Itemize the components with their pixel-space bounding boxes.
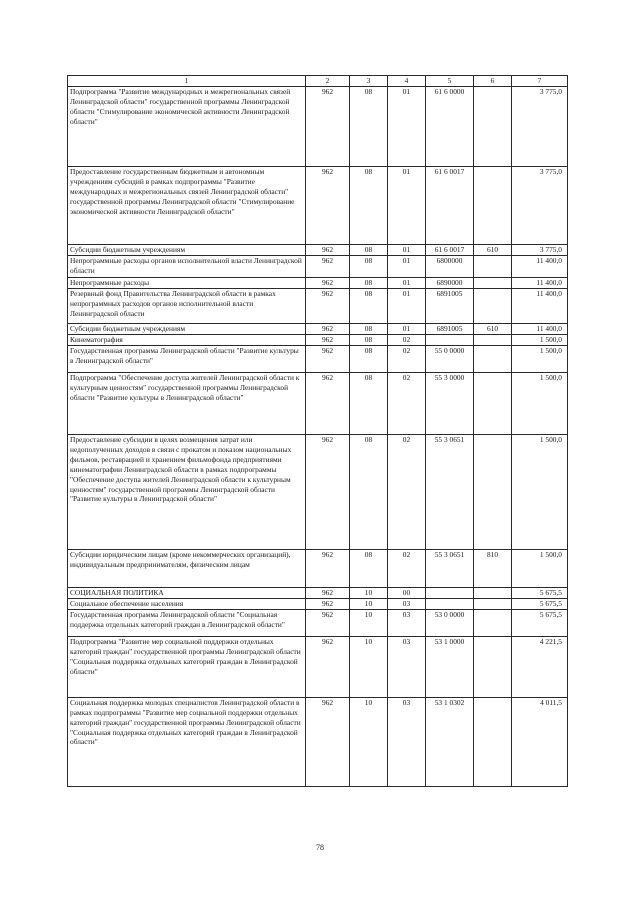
row-c4-cell: 02 — [388, 346, 426, 373]
table-row — [68, 167, 568, 245]
row-c7-cell: 1 500,0 — [512, 435, 568, 550]
row-c7-cell: 11 400,0 — [512, 278, 568, 289]
row-c7-cell: 5 675,5 — [512, 609, 568, 636]
row-c6-cell — [474, 697, 512, 786]
row-c5-cell: 55 3 0651 — [426, 550, 474, 588]
row-name-cell: Непрограммные расходы — [68, 278, 306, 289]
header-cell: 5 — [426, 76, 474, 87]
row-c7-cell: 11 400,0 — [512, 289, 568, 324]
row-c4-cell: 03 — [388, 636, 426, 697]
table-row — [68, 550, 568, 588]
row-name-cell: Государственная программа Ленинградской области "Социальная поддержка отдельных категорий граждан в Ленинградской области" — [68, 609, 306, 636]
header-cell: 4 — [388, 76, 426, 87]
row-c4-cell: 01 — [388, 245, 426, 256]
row-c4-cell: 02 — [388, 550, 426, 588]
row-c3-cell: 08 — [350, 167, 388, 245]
row-c5-cell: 61 6 0000 — [426, 87, 474, 167]
row-c5-cell — [426, 335, 474, 346]
row-c6-cell — [474, 289, 512, 324]
row-name-cell: Социальное обеспечение населения — [68, 598, 306, 609]
row-c7-cell: 1 500,0 — [512, 346, 568, 373]
table-row — [68, 435, 568, 550]
row-c2-cell: 962 — [306, 324, 350, 335]
row-c5-cell: 61 6 0017 — [426, 167, 474, 245]
row-name-cell: Кинематография — [68, 335, 306, 346]
row-c4-cell: 01 — [388, 289, 426, 324]
row-c5-cell — [426, 588, 474, 599]
row-name-cell: Подпрограмма "Развитие мер социальной поддержки отдельных категорий граждан" государственной программы Ленинградской области "Социальная поддержка отдельных категорий граждан в Ленинградской области" — [68, 636, 306, 697]
row-c4-cell: 01 — [388, 256, 426, 278]
row-c2-cell: 962 — [306, 167, 350, 245]
row-c3-cell: 10 — [350, 697, 388, 786]
row-c3-cell: 08 — [350, 289, 388, 324]
row-c6-cell — [474, 636, 512, 697]
row-c6-cell — [474, 167, 512, 245]
row-c7-cell: 1 500,0 — [512, 335, 568, 346]
row-c3-cell: 08 — [350, 256, 388, 278]
row-c4-cell: 00 — [388, 588, 426, 599]
row-c7-cell: 4 011,5 — [512, 697, 568, 786]
table-row — [68, 636, 568, 697]
row-name-cell: Субсидии бюджетным учреждениям — [68, 245, 306, 256]
row-c6-cell — [474, 278, 512, 289]
row-c2-cell: 962 — [306, 256, 350, 278]
row-c7-cell: 3 775,0 — [512, 87, 568, 167]
row-c2-cell: 962 — [306, 346, 350, 373]
row-c2-cell: 962 — [306, 636, 350, 697]
header-cell: 6 — [474, 76, 512, 87]
row-c5-cell: 53 1 0302 — [426, 697, 474, 786]
row-c2-cell: 962 — [306, 289, 350, 324]
row-c6-cell — [474, 87, 512, 167]
row-c7-cell: 11 400,0 — [512, 324, 568, 335]
row-c5-cell: 53 1 0000 — [426, 636, 474, 697]
row-c5-cell: 55 3 0000 — [426, 373, 474, 435]
row-c7-cell: 11 400,0 — [512, 256, 568, 278]
row-c6-cell — [474, 373, 512, 435]
row-c4-cell: 03 — [388, 598, 426, 609]
row-c3-cell: 08 — [350, 346, 388, 373]
row-c4-cell: 03 — [388, 697, 426, 786]
row-c2-cell: 962 — [306, 435, 350, 550]
table-row — [68, 245, 568, 256]
row-c2-cell: 962 — [306, 278, 350, 289]
row-c6-cell — [474, 588, 512, 599]
row-c4-cell: 01 — [388, 87, 426, 167]
row-name-cell: Подпрограмма "Обеспечение доступа жителей Ленинградской области к культурным ценностям" государственной программы Ленинградской области "Развитие культуры в Ленинградской области" — [68, 373, 306, 435]
row-name-cell: Предоставление субсидии в целях возмещения затрат или недополученных доходов в связи с прокатом и показом национальных фильмов, реставрацией и хранением фильмофонда предприятиями кинематографии Ленинградской области в рамках подпрограммы "Обеспечение доступа жителей Ленинградской области к культурным ценностям" государственной программы Ленинградской области "Развитие культуры в Ленинградской области" — [68, 435, 306, 550]
row-c5-cell: 6890000 — [426, 278, 474, 289]
row-c3-cell: 08 — [350, 87, 388, 167]
row-c3-cell: 08 — [350, 373, 388, 435]
row-c2-cell: 962 — [306, 609, 350, 636]
row-c3-cell: 10 — [350, 588, 388, 599]
page-number: 78 — [316, 843, 324, 852]
row-name-cell: Подпрограмма "Развитие международных и межрегиональных связей Ленинградской области" государственной программы Ленинградской области "Стимулирование экономической активности Ленинградской области" — [68, 87, 306, 167]
row-c7-cell: 3 775,0 — [512, 167, 568, 245]
table-row — [68, 346, 568, 373]
row-c5-cell: 53 0 0000 — [426, 609, 474, 636]
table-row — [68, 598, 568, 609]
row-name-cell: Резервный фонд Правительства Ленинградской области в рамках непрограммных расходов органов исполнительной власти Ленинградской области — [68, 289, 306, 324]
row-c5-cell: 55 0 0000 — [426, 346, 474, 373]
row-c6-cell — [474, 609, 512, 636]
row-name-cell: Субсидии юридическим лицам (кроме некоммерческих организаций), индивидуальным предпринимателям, физическим лицам — [68, 550, 306, 588]
table-row — [68, 256, 568, 278]
table-row — [68, 609, 568, 636]
row-c3-cell: 10 — [350, 636, 388, 697]
table-row — [68, 289, 568, 324]
row-c2-cell: 962 — [306, 550, 350, 588]
row-c3-cell: 08 — [350, 245, 388, 256]
row-c2-cell: 962 — [306, 697, 350, 786]
row-c7-cell: 1 500,0 — [512, 550, 568, 588]
row-c5-cell: 55 3 0651 — [426, 435, 474, 550]
row-c5-cell — [426, 598, 474, 609]
row-c6-cell: 810 — [474, 550, 512, 588]
row-c3-cell: 10 — [350, 609, 388, 636]
row-c6-cell — [474, 435, 512, 550]
row-c7-cell: 1 500,0 — [512, 373, 568, 435]
row-c2-cell: 962 — [306, 87, 350, 167]
row-c6-cell — [474, 598, 512, 609]
row-c2-cell: 962 — [306, 373, 350, 435]
row-c5-cell: 6800000 — [426, 256, 474, 278]
table-row — [68, 324, 568, 335]
table-row — [68, 373, 568, 435]
row-name-cell: СОЦИАЛЬНАЯ ПОЛИТИКА — [68, 588, 306, 599]
row-c4-cell: 02 — [388, 335, 426, 346]
row-c4-cell: 01 — [388, 167, 426, 245]
header-cell: 7 — [512, 76, 568, 87]
header-cell: 2 — [306, 76, 350, 87]
row-c3-cell: 08 — [350, 335, 388, 346]
row-c3-cell: 08 — [350, 550, 388, 588]
row-name-cell: Государственная программа Ленинградской области "Развитие культуры в Ленинградской области" — [68, 346, 306, 373]
budget-table — [67, 75, 568, 787]
table-row — [68, 87, 568, 167]
row-c5-cell: 6891005 — [426, 289, 474, 324]
table-row — [68, 588, 568, 599]
table-row — [68, 278, 568, 289]
row-c7-cell: 5 675,5 — [512, 598, 568, 609]
row-c2-cell: 962 — [306, 588, 350, 599]
table-row — [68, 697, 568, 786]
row-c6-cell — [474, 346, 512, 373]
row-c2-cell: 962 — [306, 335, 350, 346]
row-name-cell: Социальная поддержка молодых специалистов Ленинградской области в рамках подпрограммы "Развитие мер социальной поддержки отдельных категорий граждан" государственной программы Ленинградской области "Социальная поддержка отдельных категорий граждан в Ленинградской области" — [68, 697, 306, 786]
row-c3-cell: 08 — [350, 324, 388, 335]
row-c3-cell: 08 — [350, 278, 388, 289]
row-name-cell: Непрограммные расходы органов исполнительной власти Ленинградской области — [68, 256, 306, 278]
row-c7-cell: 4 221,5 — [512, 636, 568, 697]
row-c3-cell: 08 — [350, 435, 388, 550]
header-cell: 1 — [68, 76, 306, 87]
row-c5-cell: 6891005 — [426, 324, 474, 335]
row-c4-cell: 03 — [388, 609, 426, 636]
table-row — [68, 335, 568, 346]
row-c4-cell: 01 — [388, 278, 426, 289]
header-cell: 3 — [350, 76, 388, 87]
row-c6-cell: 610 — [474, 245, 512, 256]
row-name-cell: Предоставление государственным бюджетным и автономным учреждениям субсидий в рамках подпрограммы "Развитие международных и межрегиональных связей Ленинградской области" государственной программы Ленинградской области "Стимулирование экономической активности Ленинградской области" — [68, 167, 306, 245]
row-c7-cell: 5 675,5 — [512, 588, 568, 599]
row-c4-cell: 02 — [388, 373, 426, 435]
row-c6-cell: 610 — [474, 324, 512, 335]
row-c2-cell: 962 — [306, 245, 350, 256]
row-c5-cell: 61 6 0017 — [426, 245, 474, 256]
row-c6-cell — [474, 256, 512, 278]
row-c4-cell: 01 — [388, 324, 426, 335]
row-c6-cell — [474, 335, 512, 346]
row-c3-cell: 10 — [350, 598, 388, 609]
row-c2-cell: 962 — [306, 598, 350, 609]
row-c4-cell: 02 — [388, 435, 426, 550]
row-name-cell: Субсидии бюджетным учреждениям — [68, 324, 306, 335]
header-row — [68, 76, 568, 87]
row-c7-cell: 3 775,0 — [512, 245, 568, 256]
